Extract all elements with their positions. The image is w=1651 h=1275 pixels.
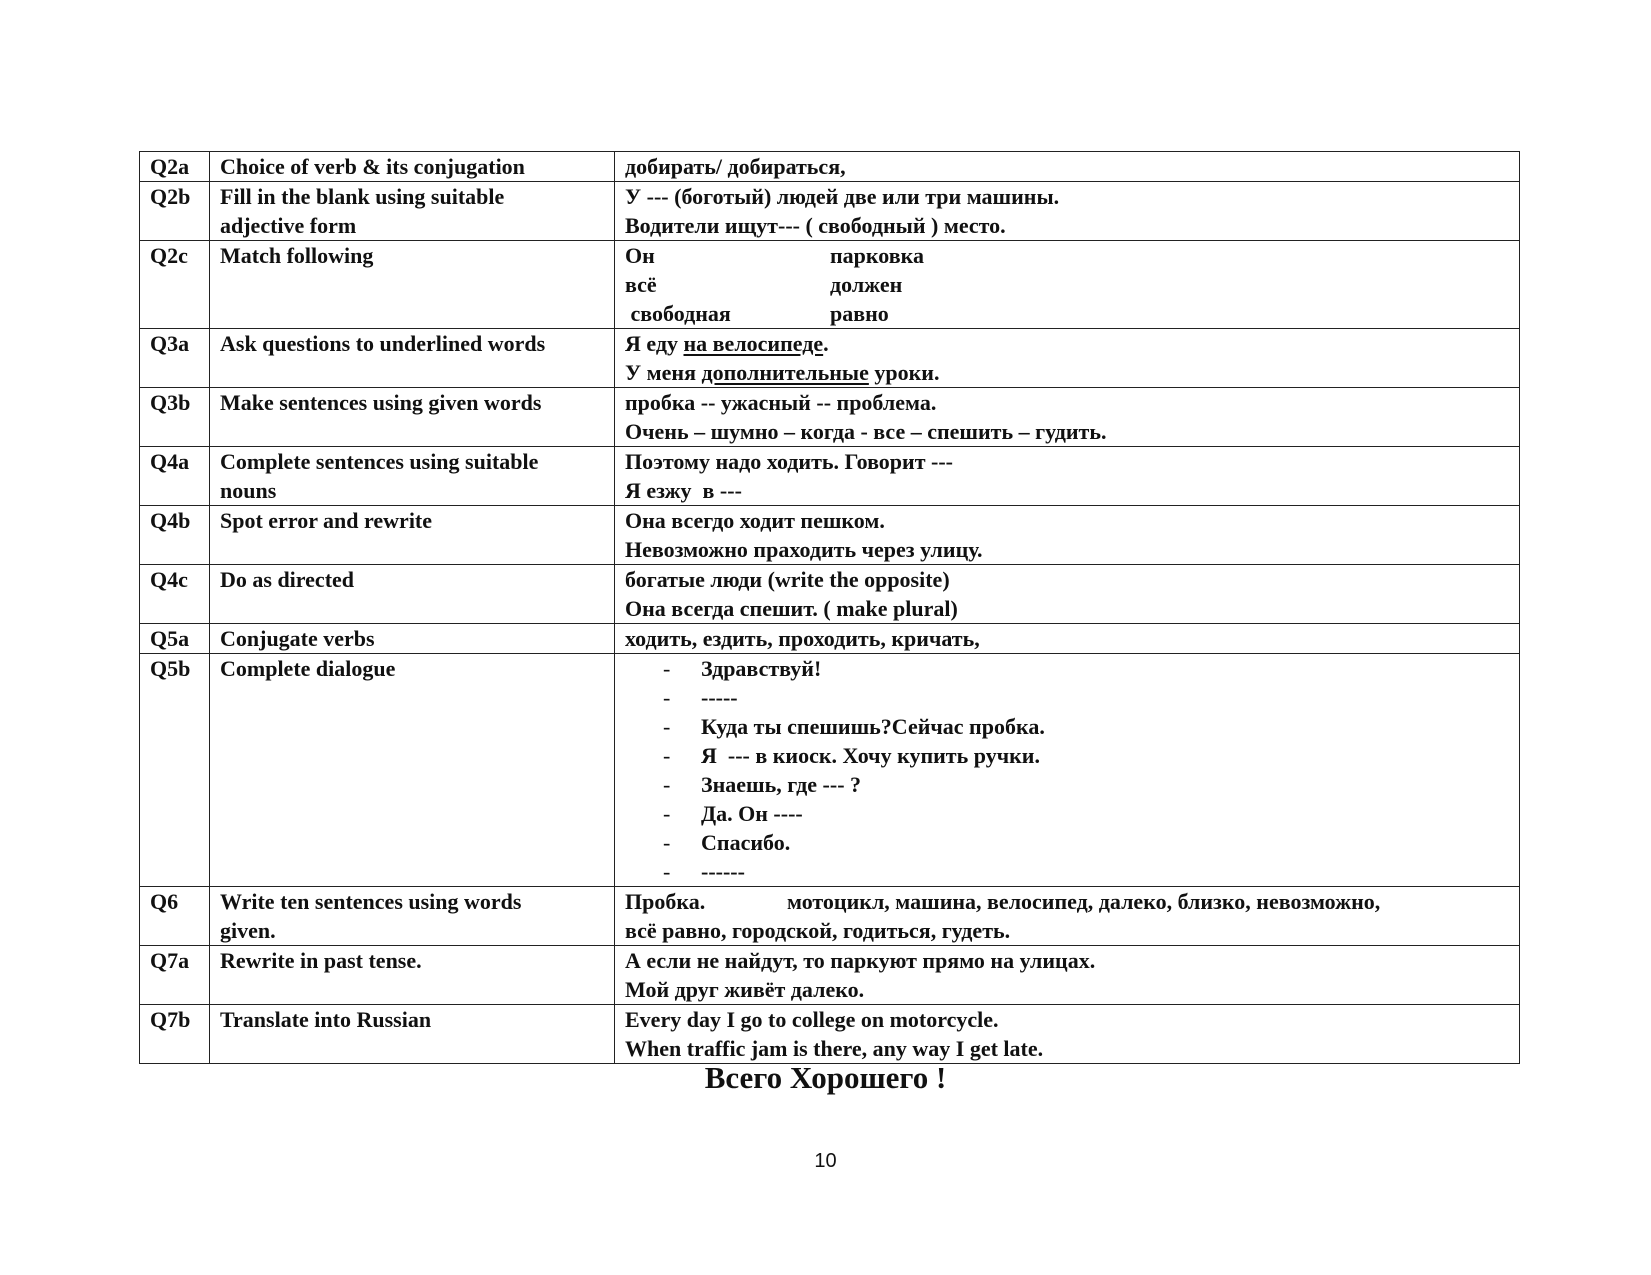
question-task: Choice of verb & its conjugation [210, 152, 615, 182]
worksheet [139, 151, 1519, 1064]
question-content: богатые люди (write the opposite) Она всегда спешит. ( make plural) [615, 565, 1520, 624]
question-content: добирать/ добираться, [615, 152, 1520, 182]
question-task: Translate into Russian [210, 1005, 615, 1064]
question-id: Q4a [140, 447, 210, 506]
question-id: Q7a [140, 946, 210, 1005]
question-id: Q2c [140, 241, 210, 329]
question-task: Make sentences using given words [210, 388, 615, 447]
question-id: Q5b [140, 654, 210, 887]
word-list: Пробка. мотоцикл, машина, велосипед, далеко, близко, невозможно, [625, 889, 1381, 914]
table-row [140, 447, 1520, 506]
question-id: Q2b [140, 182, 210, 241]
table-row [140, 624, 1520, 654]
question-content: У --- (боготый) людей две или три машины. Водители ищут--- ( свободный ) место. [615, 182, 1520, 241]
question-id: Q4c [140, 565, 210, 624]
table-row [140, 388, 1520, 447]
question-id: Q7b [140, 1005, 210, 1064]
question-content: А если не найдут, то паркуют прямо на улицах. Мой друг живёт далеко. [615, 946, 1520, 1005]
question-id: Q3a [140, 329, 210, 388]
question-content: Пробка. мотоцикл, машина, велосипед, далеко, близко, невозможно, всё равно, городской, годиться, гудеть. [615, 887, 1520, 946]
question-content: Поэтому надо ходить. Говорит --- Я езжу в --- [615, 447, 1520, 506]
question-content: пробка -- ужасный -- проблема. Очень – шумно – когда - все – спешить – гудить. [615, 388, 1520, 447]
dialogue-line: - Я --- в киоск. Хочу купить ручки. [663, 743, 1040, 768]
page-number: 10 [814, 1150, 837, 1172]
underlined-words: на велосипеде [683, 331, 824, 356]
match-pair: Он парковка [625, 243, 924, 268]
question-task: Fill in the blank using suitable adjective form [210, 182, 615, 241]
table-row [140, 887, 1520, 946]
question-content: Every day I go to college on motorcycle. When traffic jam is there, any way I get late. [615, 1005, 1520, 1064]
sentence: У меня дополнительные уроки. [625, 360, 940, 385]
table-row [140, 1005, 1520, 1064]
question-task: Match following [210, 241, 615, 329]
dialogue-line: - Здравствуй! [663, 656, 822, 681]
question-task: Rewrite in past tense. [210, 946, 615, 1005]
underlined-words: дополнительные [701, 360, 869, 385]
question-content: ходить, ездить, проходить, кричать, [615, 624, 1520, 654]
question-id: Q3b [140, 388, 210, 447]
dialogue-line: - ------ [663, 859, 745, 884]
question-id: Q2a [140, 152, 210, 182]
dialogue-line: - ----- [663, 685, 738, 710]
dialogue-line: - Спасибо. [663, 830, 791, 855]
table-row [140, 946, 1520, 1005]
table-row [140, 152, 1520, 182]
closing-greeting: Всего Хорошего ! [704, 1060, 947, 1095]
question-task: Complete sentences using suitable nouns [210, 447, 615, 506]
question-task: Conjugate verbs [210, 624, 615, 654]
sentence: Я еду на велосипеде. [625, 331, 829, 356]
question-content [615, 654, 1520, 887]
question-id: Q4b [140, 506, 210, 565]
dialogue-line: - Куда ты спешишь?Сейчас пробка. [663, 714, 1045, 739]
question-id: Q6 [140, 887, 210, 946]
question-task: Spot error and rewrite [210, 506, 615, 565]
table-row [140, 329, 1520, 388]
dialogue-line: - Знаешь, где --- ? [663, 772, 862, 797]
question-content [615, 241, 1520, 329]
table-row [140, 565, 1520, 624]
question-task: Write ten sentences using words given. [210, 887, 615, 946]
question-id: Q5a [140, 624, 210, 654]
table-row [140, 241, 1520, 329]
table-row [140, 182, 1520, 241]
question-table [139, 151, 1520, 1064]
table-row [140, 506, 1520, 565]
question-content: Она всегдо ходит пешком. Невозможно праходить через улицу. [615, 506, 1520, 565]
match-pair: всё должен [625, 272, 903, 297]
question-task: Do as directed [210, 565, 615, 624]
dialogue-line: - Да. Он ---- [663, 801, 803, 826]
question-task: Complete dialogue [210, 654, 615, 887]
question-task: Ask questions to underlined words [210, 329, 615, 388]
match-pair: свободная равно [625, 301, 889, 326]
question-content [615, 329, 1520, 388]
table-row [140, 654, 1520, 887]
